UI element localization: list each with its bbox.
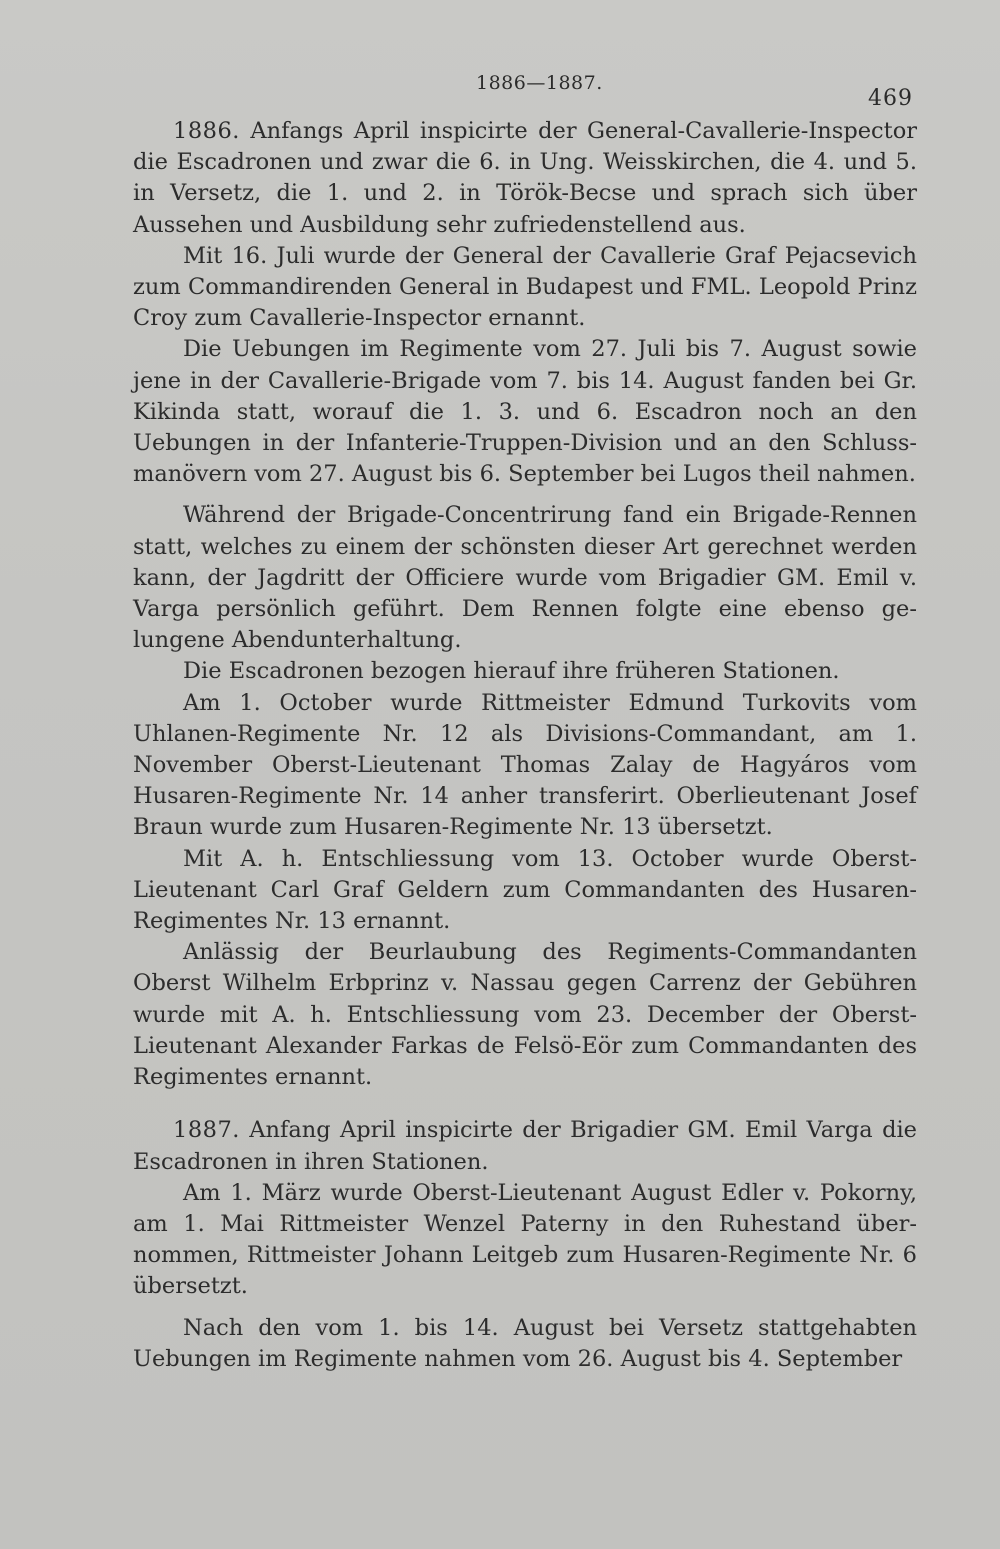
paragraph-exercises <box>133 334 917 490</box>
paragraph-text: Während der Brigade-Concentrirung fand ein Brigade-Rennen statt, welches zu einem der schönsten dieser Art gerechnet werden kann, der Jagdritt der Officiere wurde vom Brigadier GM. Emil v. Varga persönlich geführt. Dem Rennen folgte eine ebenso gelungene Abendunterhaltung. <box>133 502 917 654</box>
paragraph-text: Am 1. October wurde Rittmeister Edmund Turkovits vom Uhlanen-Regimente Nr. 12 als Divisions-Commandant, am 1. November Oberst-Lieutenant Thomas Zalay de Hagyáros vom Husaren-Regimente Nr. 14 anher transferirt. Oberlieutenant Josef Braun wurde zum Husaren-Regimente Nr. 13 übersetzt. <box>133 689 917 841</box>
paragraph-stations <box>133 656 917 687</box>
paragraph-1887-inspection <box>133 1115 917 1177</box>
paragraph-text: Anlässig der Beurlaubung des Regiments-Commandanten Oberst Wilhelm Erbprinz v. Nassau gegen Carrenz der Gebühren wurde mit A. h. Entschliessung vom 23. December der Oberst-Lieutenant Alexander Farkas de Felsö-Eör zum Commandanten des Regimentes ernannt. <box>133 939 917 1091</box>
paragraph-text: Die Uebungen im Regimente vom 27. Juli bis 7. August sowie jene in der Cavallerie-Brigade vom 7. bis 14. August fanden bei Gr. Kikinda statt, worauf die 1. 3. und 6. Escadron noch an den Uebungen in der Infanterie-Truppen-Division und an den Schlussmanövern vom 27. August bis 6. September bei Lugos theil nahmen. <box>133 336 917 488</box>
paragraph-1886-inspection <box>133 116 917 241</box>
paragraph-text: Anfang April inspicirte der Brigadier GM. Emil Varga die Escadronen in ihren Stationen. <box>133 1117 917 1175</box>
paragraph-text: Anfangs April inspicirte der General-Cavallerie-Inspector die Escadronen und zwar die 6. in Ung. Weisskirchen, die 4. und 5. in Versetz, die 1. und 2. in Török-Becse und sprach sich über Aussehen und Ausbildung sehr zufriedenstellend aus. <box>133 118 917 238</box>
page-number: 469 <box>868 86 913 111</box>
paragraph-transfers <box>133 688 917 844</box>
paragraph-versetz-exercises <box>133 1313 917 1375</box>
paragraph-text: Die Escadronen bezogen hierauf ihre früheren Stationen. <box>183 658 840 685</box>
paragraph-geldern <box>133 844 917 938</box>
paragraph-retirements <box>133 1178 917 1303</box>
paragraph-text: Mit A. h. Entschliessung vom 13. October wurde Oberst-Lieutenant Carl Graf Geldern zum Commandanten des Husaren-Regimentes Nr. 13 ernannt. <box>133 845 917 935</box>
body-text <box>133 116 917 1375</box>
paragraph-brigade-race <box>133 500 917 656</box>
paragraph-text: Mit 16. Juli wurde der General der Cavallerie Graf Pejacsevich zum Commandirenden General in Budapest und FML. Leopold Prinz Croy zum Cavallerie-Inspector ernannt. <box>133 242 917 332</box>
page-header <box>0 66 1000 111</box>
year-label: 1887. <box>173 1117 240 1144</box>
paragraph-farkas <box>133 937 917 1093</box>
paragraph-text: Am 1. März wurde Oberst-Lieutenant August Edler v. Pokorny, am 1. Mai Rittmeister Wenzel Paterny in den Ruhestand übernommen, Rittmeister Johann Leitgeb zum Husaren-Regimente Nr. 6 übersetzt. <box>133 1179 917 1300</box>
paragraph-text: Nach den vom 1. bis 14. August bei Versetz stattgehabten Uebungen im Regimente nahmen vom 26. August bis 4. September <box>133 1314 917 1372</box>
running-head: 1886—1887. <box>476 72 603 94</box>
year-label: 1886. <box>173 118 240 144</box>
paragraph-appointments-july <box>133 241 917 335</box>
